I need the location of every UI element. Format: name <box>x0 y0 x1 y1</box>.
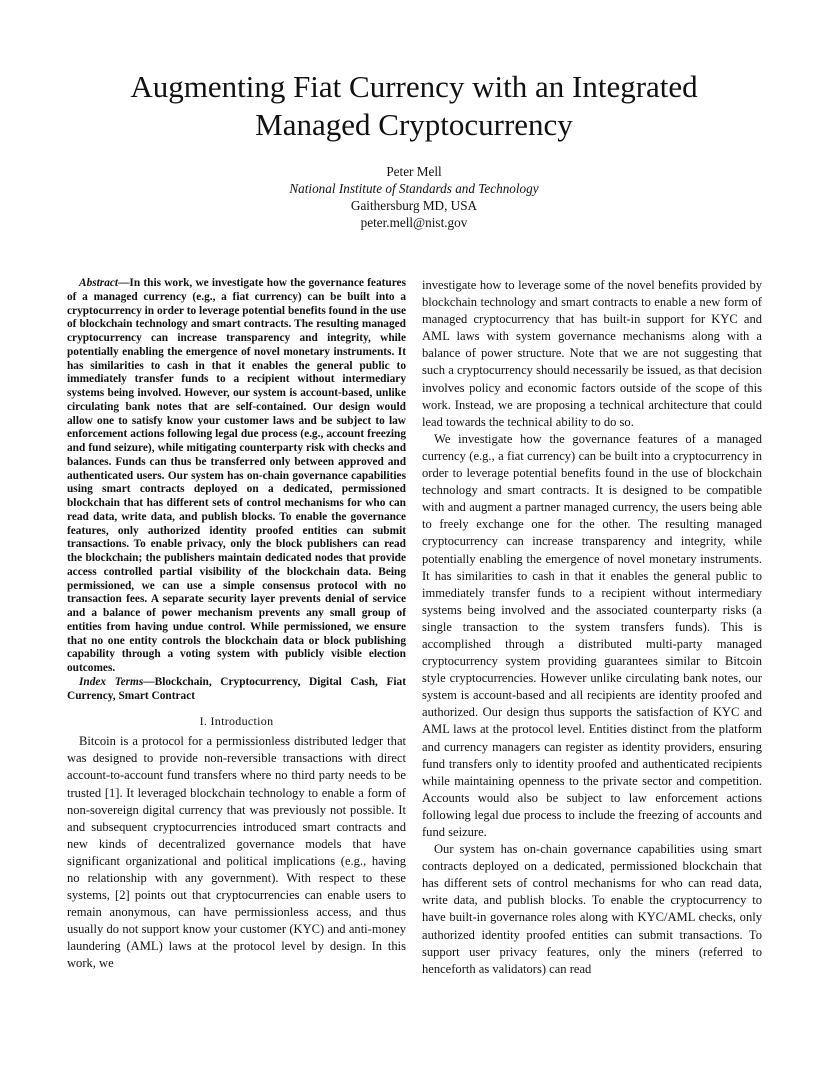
intro-paragraph-1-continued: investigate how to leverage some of the novel benefits provided by blockchain technology and smart contracts to enable a new form of managed cryptocurrency that has built-in support for KYC and AML laws with system governance mechanisms along with a balance of power structure. Note that we are not suggesting that such a cryptocurrency should necessarily be issued, as that decision involves policy and economic factors outside of the scope of this work. Instead, we are proposing a technical architecture that could lead towards the technical ability to do so. <box>422 278 762 429</box>
left-column <box>67 277 406 973</box>
right-column <box>422 277 762 978</box>
title-line-2: Managed Cryptocurrency <box>255 107 573 142</box>
abstract-text: —In this work, we investigate how the governance features of a managed currency (e.g., a fiat currency) can be built into a cryptocurrency in order to leverage potential benefits found in the use of blockchain technology and smart contracts. The resulting managed cryptocurrency can increase transparency and integrity, while potentially enabling the emergence of novel monetary instruments. It has similarities to cash in that it enables the general public to immediately transfer funds to a recipient without intermediary systems being involved. However, our system is account-based, unlike circulating bank notes that are self-contained. Our design would allow one to satisfy know your customer laws and be subject to law enforcement actions following legal due process (e.g., account freezing and fund seizure), while mitigating counterparty risk with checks and balances. Funds can thus be transferred only between approved and authenticated users. Our system has on-chain governance capabilities using smart contracts deployed on a dedicated, permissioned blockchain that has different sets of control mechanisms for who can read data, write data, and publish blocks. To enable the governance features, only authorized identity proofed entities can submit transactions. To enable privacy, only the block publishers can read the blockchain; the publishers maintain dedicated nodes that provide access controlled partial visibility of the blockchain data. Being permissioned, we can use a simple consensus protocol with no transaction fees. A separate security layer prevents denial of service and a balance of power mechanism prevents any small group of entities from having undue control. While permissioned, we ensure that no one entity controls the blockchain data or block publishing capability through a voting system with publicly visible election outcomes. <box>67 277 406 674</box>
author-location: Gaithersburg MD, USA <box>350 198 478 213</box>
title-line-1: Augmenting Fiat Currency with an Integrated <box>130 69 698 104</box>
author-affiliation: National Institute of Standards and Technology <box>289 181 539 196</box>
section-heading-introduction: I. Introduction <box>199 714 274 729</box>
intro-paragraph-3: Our system has on-chain governance capabilities using smart contracts deployed on a dedicated, permissioned blockchain that has different sets of control mechanisms for who can read data, write data, and publish blocks. To enable the cryptocurrency to have built-in governance roles along with KYC/AML checks, only authorized identity proofed entities can submit transactions. To support user privacy features, only the miners (referred to henceforth as validators) can read <box>422 842 762 976</box>
paper-title <box>60 68 768 144</box>
abstract <box>67 277 406 676</box>
index-terms-text: —Blockchain, Cryptocurrency, Digital Cash, Fiat Currency, Smart Contract <box>67 675 406 702</box>
author-email: peter.mell@nist.gov <box>360 215 468 230</box>
intro-paragraph-1: Bitcoin is a protocol for a permissionless distributed ledger that was designed to provide non-reversible transactions with direct account-to-account fund transfers where no third party needs to be trusted [1]. It leveraged blockchain technology to enable a form of non-sovereign digital currency that was previously not possible. It and subsequent cryptocurrencies introduced smart contracts and new kinds of decentralized governance models that have significant organizational and political implications (e.g., having no relationship with any government). With respect to these systems, [2] points out that cryptocurrencies can enable users to remain anonymous, can have permissionless access, and thus usually do not support know your customer (KYC) and anti-money laundering (AML) laws at the protocol level by design. In this work, we <box>67 734 406 971</box>
author-name: Peter Mell <box>386 164 442 179</box>
index-terms-lead: Index Terms <box>79 675 144 688</box>
author-block <box>60 163 768 231</box>
abstract-lead: Abstract <box>79 277 119 289</box>
index-terms <box>67 676 406 704</box>
intro-paragraph-2: We investigate how the governance features of a managed currency (e.g., a fiat currency) can be built into a cryptocurrency in order to leverage potential benefits found in the use of blockchain technology and smart contracts. It is designed to be compatible with and augment a partner managed currency, the users being able to freely exchange one for the other. The resulting managed cryptocurrency can increase transparency and integrity, while potentially enabling the emergence of novel monetary instruments. It has similarities to cash in that it enables the general public to immediately transfer funds to a recipient without intermediary systems being involved and the associated counterparty risks (a single transaction to the system transfers funds). This is accomplished through a distributed multi-party managed cryptocurrency system providing guarantees similar to Bitcoin style cryptocurrencies. However unlike circulating bank notes, our system is account-based and all recipients are identity proofed and authorized. Our design thus supports the satisfaction of KYC and AML laws at the protocol level. Entities distinct from the platform and currency managers can register as identity providers, ensuring fund transfers only to identity proofed and authenticated recipients while maintaining openness to the private sector and competition. Accounts would also be subject to law enforcement actions following legal due process to include the freezing of accounts and fund seizure. <box>422 431 762 839</box>
